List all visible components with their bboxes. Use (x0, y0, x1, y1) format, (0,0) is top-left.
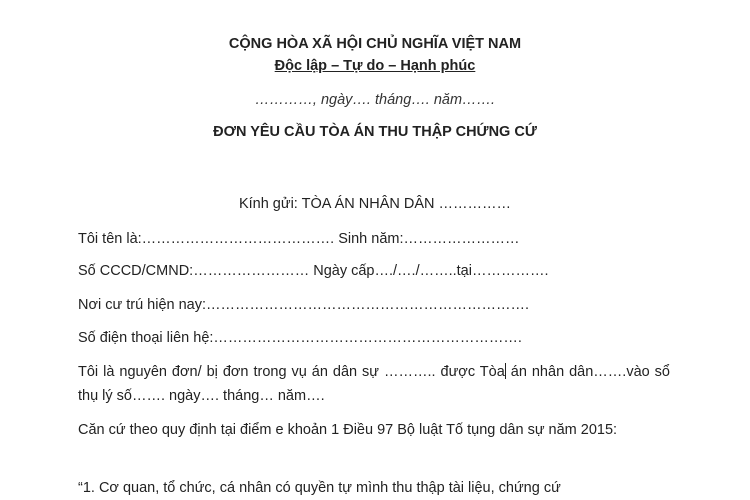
recipient-line: Kính gửi: TÒA ÁN NHÂN DÂN …………… (238, 196, 512, 212)
party-paragraph-text-2: án nhân dân…….vào sổ thụ lý số……. ngày…. tháng… năm…. (78, 364, 671, 404)
party-paragraph-text-1: Tôi là nguyên đơn/ bị đơn trong vụ án dân sự ……….. được Tòa (78, 364, 505, 380)
document-title: ĐƠN YÊU CẦU TÒA ÁN THU THẬP CHỨNG CỨ (213, 124, 537, 140)
motto: Độc lập – Tự do – Hạnh phúc (274, 58, 476, 74)
name-field-line: Tôi tên là:…………………………………. Sinh năm:…………………… (78, 231, 520, 247)
date-line: …………, ngày…. tháng…. năm……. (254, 92, 496, 108)
quote-paragraph[interactable]: “1. Cơ quan, tổ chức, cá nhân có quyền tự mình thu thập tài liệu, chứng cứ (78, 480, 561, 496)
phone-field-line: Số điện thoại liên hệ:………………………………………………………. (78, 330, 522, 346)
legal-basis-paragraph[interactable]: Căn cứ theo quy định tại điểm e khoản 1 Điều 97 Bộ luật Tố tụng dân sự năm 2015: (78, 422, 618, 438)
nation-heading: CỘNG HÒA XÃ HỘI CHỦ NGHĨA VIỆT NAM (228, 36, 522, 52)
residence-field-line: Nơi cư trú hiện nay:…………………………………………………………. (78, 297, 530, 313)
party-paragraph[interactable] (78, 360, 670, 408)
text-cursor (505, 363, 506, 379)
id-field-line: Số CCCD/CMND:…………………… Ngày cấp…./…./……..tại……………. (78, 263, 549, 279)
